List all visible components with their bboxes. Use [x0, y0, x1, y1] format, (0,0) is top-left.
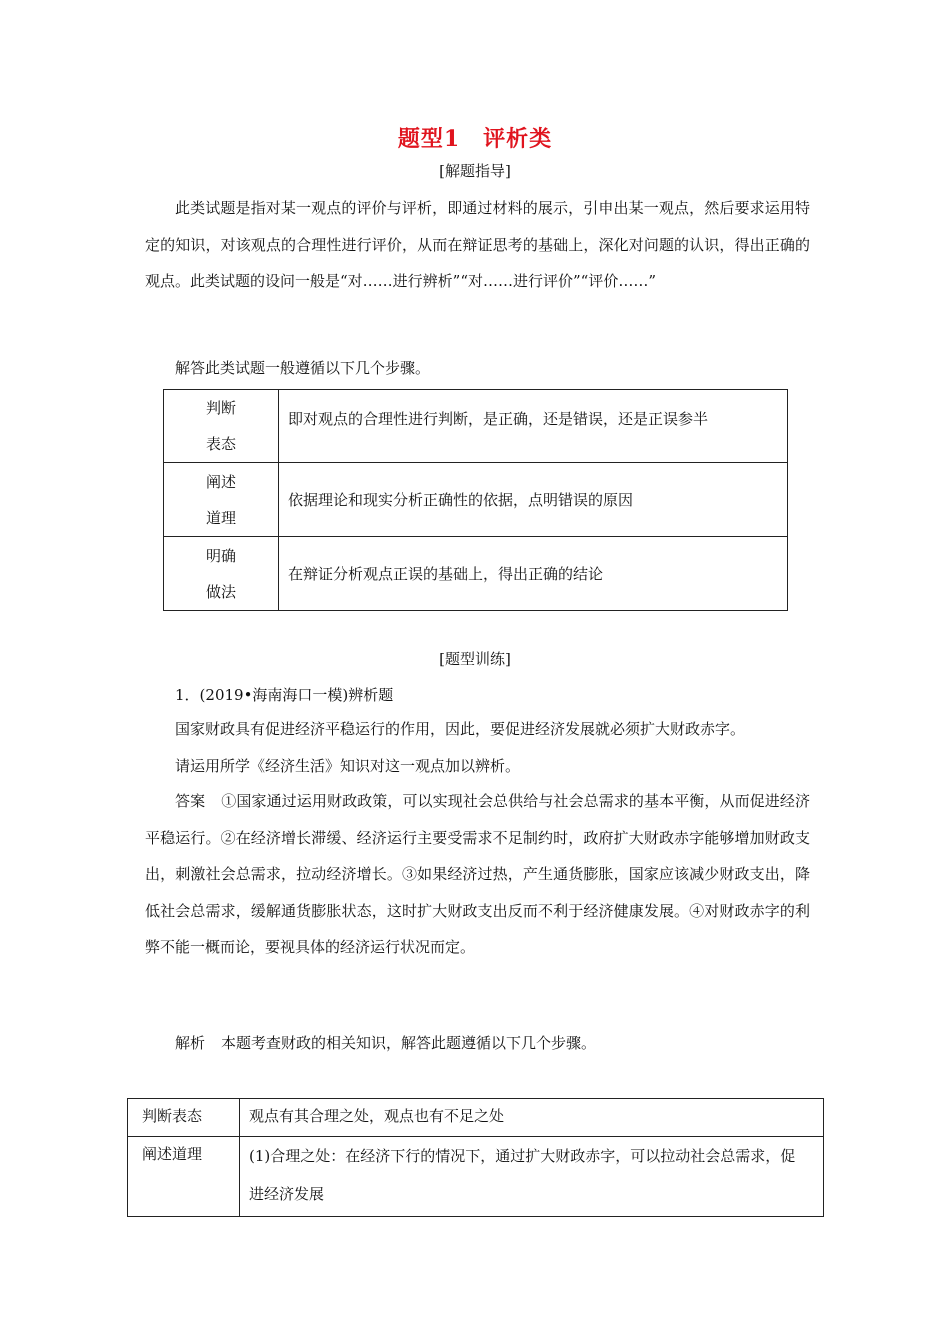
- training-label: [题型训练]: [439, 650, 511, 668]
- analysis-label: 解析: [175, 1034, 206, 1052]
- steps-intro: 解答此类试题一般遵循以下几个步骤。: [175, 359, 431, 377]
- analysis-content-cell: (1)合理之处：在经济下行的情况下，通过扩大财政赤字，可以拉动社会总需求，促进经济发展: [240, 1137, 824, 1217]
- step-content: 依据理论和现实分析正确性的依据，点明错误的原因: [279, 463, 788, 537]
- analysis-label-cell: 阐述道理: [128, 1137, 240, 1217]
- intro-paragraph: 此类试题是指对某一观点的评价与评析，即通过材料的展示，引申出某一观点，然后要求运用特定的知识，对该观点的合理性进行评价，从而在辩证思考的基础上，深化对问题的认识，得出正确的观点。此类试题的设问一般是“对……进行辨析”“对……进行评价”“评价……”: [145, 199, 810, 290]
- step-label: 明确 做法: [164, 537, 279, 611]
- step-label: 判断 表态: [164, 390, 279, 463]
- answer-paragraph: [145, 783, 810, 966]
- table-row: [128, 1099, 824, 1137]
- guide-label: [解题指导]: [439, 162, 511, 180]
- table-row: [128, 1137, 824, 1217]
- analysis-table: [127, 1098, 824, 1217]
- table-row: [164, 463, 788, 537]
- analysis-content-cell: 观点有其合理之处，观点也有不足之处: [240, 1099, 824, 1137]
- analysis-label-cell: 判断表态: [128, 1099, 240, 1137]
- section-title: 题型1 评析类: [397, 126, 553, 152]
- step-content: 即对观点的合理性进行判断，是正确，还是错误，还是正误参半: [279, 390, 788, 463]
- question-line-2: 请运用所学《经济生活》知识对这一观点加以辨析。: [175, 757, 521, 775]
- table-row: [164, 537, 788, 611]
- analysis-line: [145, 1032, 855, 1053]
- step-label: 阐述 道理: [164, 463, 279, 537]
- analysis-text: 本题考查财政的相关知识，解答此题遵循以下几个步骤。: [221, 1034, 597, 1052]
- steps-table: [163, 389, 788, 611]
- question-number: 1．(2019•海南海口一模)辨析题: [175, 686, 394, 704]
- answer-label: 答案: [175, 792, 206, 810]
- step-content: 在辩证分析观点正误的基础上，得出正确的结论: [279, 537, 788, 611]
- table-row: [164, 390, 788, 463]
- answer-text: ①国家通过运用财政政策，可以实现社会总供给与社会总需求的基本平衡，从而促进经济平稳运行。②在经济增长滞缓、经济运行主要受需求不足制约时，政府扩大财政赤字能够增加财政支出，刺激社会总需求，拉动经济增长。③如果经济过热，产生通货膨胀，国家应该减少财政支出，降低社会总需求，缓解通货膨胀状态，这时扩大财政支出反而不利于经济健康发展。④对财政赤字的利弊不能一概而论，要视具体的经济运行状况而定。: [145, 792, 810, 956]
- question-line-1: 国家财政具有促进经济平稳运行的作用，因此，要促进经济发展就必须扩大财政赤字。: [175, 720, 746, 738]
